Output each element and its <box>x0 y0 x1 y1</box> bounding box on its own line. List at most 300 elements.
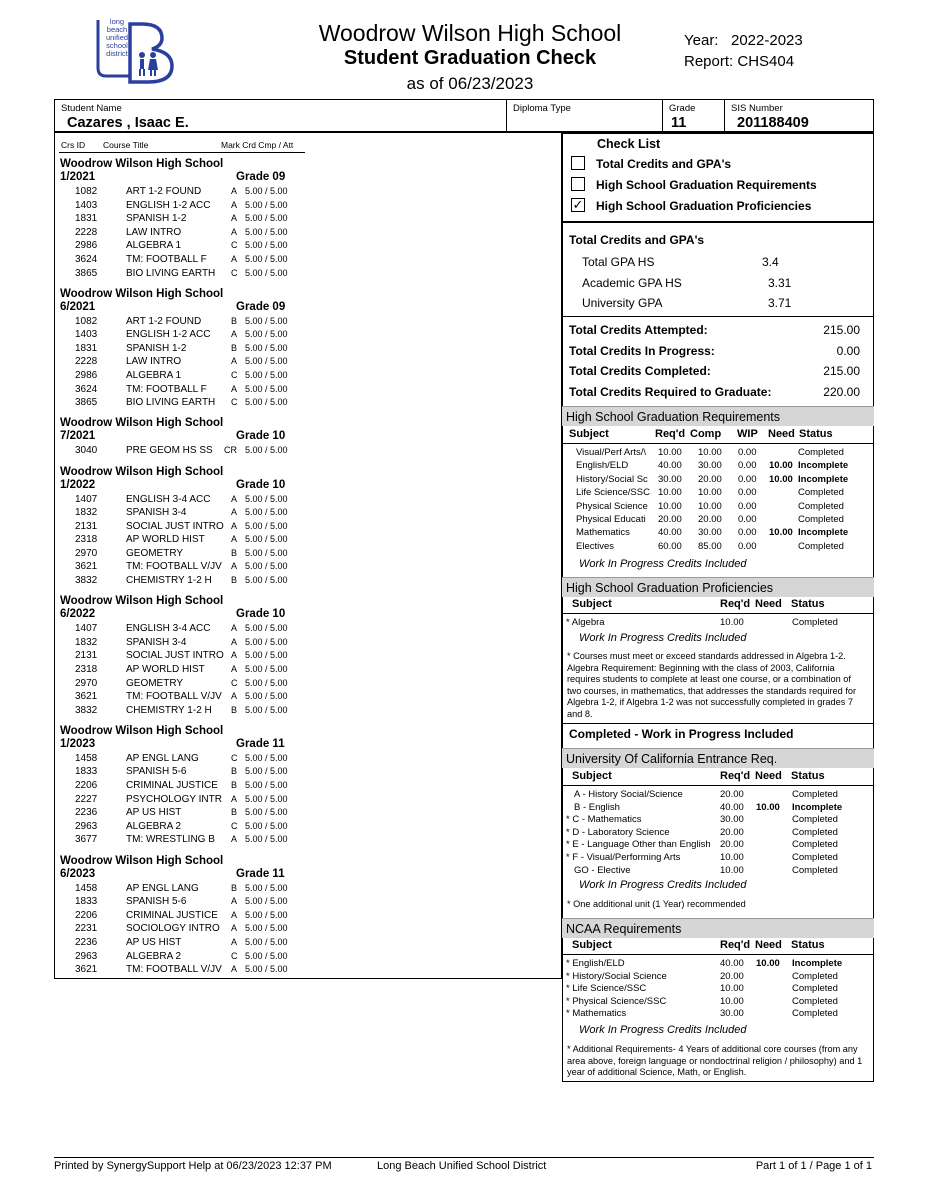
course-title: TM: FOOTBALL V/JV <box>126 964 222 976</box>
wip-note: Work In Progress Credits Included <box>579 879 747 891</box>
cell-wip: 0.00 <box>738 500 757 512</box>
course-title: LAW INTRO <box>126 356 182 368</box>
cell-wip: 0.00 <box>738 473 757 485</box>
course-id: 2206 <box>75 780 98 792</box>
course-credits: 5.00 / 5.00 <box>245 834 288 845</box>
divider <box>562 613 874 614</box>
course-row <box>60 690 540 704</box>
student-name: Cazares , Isaac E. <box>67 115 189 131</box>
course-credits: 5.00 / 5.00 <box>245 561 288 572</box>
cell-status: Incomplete <box>798 460 849 472</box>
district-logo <box>90 14 180 86</box>
course-id: 1458 <box>75 752 98 764</box>
course-title: CRIMINAL JUSTICE <box>126 780 218 792</box>
cell-status: Incomplete <box>798 473 849 485</box>
footer-district: Long Beach Unified School District <box>377 1160 547 1172</box>
course-row <box>60 793 540 807</box>
course-row <box>60 226 540 240</box>
requirement-row <box>562 447 874 460</box>
th-subject: Subject <box>572 939 612 951</box>
th-subject: Subject <box>572 598 612 610</box>
sis-cell <box>725 100 873 132</box>
credits-label: Total Credits Completed: <box>569 364 711 378</box>
course-credits: 5.00 / 5.00 <box>245 923 288 934</box>
course-mark: B <box>231 807 238 818</box>
course-id: 1832 <box>75 636 98 648</box>
divider <box>562 723 874 724</box>
course-row <box>60 369 540 383</box>
course-credits: 5.00 / 5.00 <box>245 677 288 688</box>
algebra-note: * Courses must meet or exceed standards addressed in Algebra 1-2. Algebra Requirement: Beginning with the class of 2003, California requires students to complete at least one course, or a combination of two courses, in mathematics, that addresses the standards required for Algebra 1-2, if Algebra 1-2 was not successfully completed in grades 7 and 8. <box>567 651 857 719</box>
th-subject: Subject <box>569 428 609 440</box>
cell-comp: 30.00 <box>698 527 722 539</box>
grade-label: Grade <box>669 103 696 114</box>
cell-subject: English/ELD <box>576 460 629 472</box>
course-row <box>60 574 540 588</box>
col-mark-credits: Mark Crd Cmp / Att <box>221 140 294 150</box>
term-grade: Grade 11 <box>236 867 285 880</box>
cell-need: 10.00 <box>756 801 780 813</box>
course-id: 2131 <box>75 650 98 662</box>
course-credits: 5.00 / 5.00 <box>245 534 288 545</box>
credits-value: 0.00 <box>836 344 860 358</box>
checkbox-icon[interactable] <box>571 177 585 191</box>
course-title: TM: FOOTBALL F <box>126 253 207 265</box>
course-mark: A <box>231 213 238 224</box>
course-mark: B <box>231 704 238 715</box>
course-title: ALGEBRA 2 <box>126 820 182 832</box>
checklist-label: High School Graduation Proficiencies <box>596 199 812 213</box>
course-id: 1458 <box>75 882 98 894</box>
course-credits: 5.00 / 5.00 <box>245 370 288 381</box>
course-mark: A <box>231 520 238 531</box>
course-credits: 5.00 / 5.00 <box>245 766 288 777</box>
term-row <box>60 608 540 622</box>
uc-row <box>562 852 874 865</box>
course-row <box>60 909 540 923</box>
uc-header: University Of California Entrance Req. <box>562 748 874 768</box>
term-row <box>60 479 540 493</box>
course-id: 2986 <box>75 240 98 252</box>
course-title: GEOMETRY <box>126 547 184 559</box>
course-credits: 5.00 / 5.00 <box>245 186 288 196</box>
requirement-row <box>562 527 874 540</box>
course-id: 2131 <box>75 520 98 532</box>
course-id: 2228 <box>75 226 98 238</box>
cell-reqd: 40.00 <box>720 801 744 813</box>
col-course-title: Course Title <box>103 140 149 150</box>
course-id: 1082 <box>75 315 98 327</box>
course-id: 1833 <box>75 896 98 908</box>
course-title: TM: FOOTBALL F <box>126 383 207 395</box>
proficiencies-header: High School Graduation Proficiencies <box>562 577 874 597</box>
divider <box>562 954 874 955</box>
cell-comp: 30.00 <box>698 460 722 472</box>
th-status: Status <box>799 428 833 440</box>
course-id: 3621 <box>75 964 98 976</box>
cell-wip: 0.00 <box>738 540 757 552</box>
term-school: Woodrow Wilson High School <box>60 465 224 478</box>
cell-subject: * D - Laboratory Science <box>566 826 670 838</box>
course-title: SPANISH 1-2 <box>126 342 187 354</box>
course-row <box>60 185 540 199</box>
course-id: 2318 <box>75 534 98 546</box>
cell-reqd: 20.00 <box>658 514 682 525</box>
credits-value: 220.00 <box>823 385 860 399</box>
course-row <box>60 636 540 650</box>
checklist-label: Total Credits and GPA's <box>596 157 732 171</box>
cell-status: Completed <box>792 852 838 863</box>
course-title: ALGEBRA 2 <box>126 950 182 962</box>
course-credits: 5.00 / 5.00 <box>245 650 288 661</box>
course-row <box>60 833 540 847</box>
course-history <box>54 133 562 979</box>
term-block <box>60 416 540 458</box>
th-status: Status <box>791 598 825 610</box>
proficiency-status: Completed - Work in Progress Included <box>569 727 794 741</box>
course-id: 2986 <box>75 370 98 382</box>
requirement-row <box>562 501 874 514</box>
course-row <box>60 239 540 253</box>
credits-value: 215.00 <box>823 323 860 337</box>
footer-rule <box>54 1157 874 1158</box>
course-id: 1833 <box>75 766 98 778</box>
th-comp: Comp <box>690 428 722 440</box>
course-mark: C <box>231 370 238 381</box>
term-grade: Grade 09 <box>236 300 286 313</box>
course-row <box>60 922 540 936</box>
course-mark: C <box>231 397 238 408</box>
th-reqd: Req'd <box>720 598 751 610</box>
wip-note: Work In Progress Credits Included <box>579 1024 747 1036</box>
cell-subject: * History/Social Science <box>566 970 667 982</box>
cell-status: Completed <box>798 487 844 499</box>
course-title: LAW INTRO <box>126 226 182 238</box>
divider <box>562 785 874 786</box>
cell-status: Completed <box>792 789 838 800</box>
term-label: 6/2022 <box>60 608 96 621</box>
logo-word: school <box>106 41 128 50</box>
cell-wip: 0.00 <box>738 487 757 499</box>
as-of-date: as of 06/23/2023 <box>406 74 534 93</box>
course-id: 1407 <box>75 623 98 635</box>
course-credits: 5.00 / 5.00 <box>245 315 288 326</box>
course-id: 2236 <box>75 807 98 819</box>
term-grade: Grade 10 <box>236 478 286 491</box>
cell-status: Incomplete <box>792 801 843 813</box>
course-credits: 5.00 / 5.00 <box>245 240 288 251</box>
cell-reqd: 20.00 <box>720 970 744 982</box>
th-reqd: Req'd <box>720 770 751 782</box>
cell-reqd: 10.00 <box>658 487 682 499</box>
course-title: SOCIOLOGY INTRO <box>126 923 220 935</box>
cell-status: Completed <box>792 1008 838 1020</box>
course-mark: A <box>231 636 238 647</box>
term-row <box>60 301 540 315</box>
course-title: AP US HIST <box>126 807 182 819</box>
logo-word: long <box>109 17 125 26</box>
cell-subject: Electives <box>576 540 615 552</box>
course-id: 2970 <box>75 677 98 689</box>
course-row <box>60 328 540 342</box>
course-credits: 5.00 / 5.00 <box>245 636 288 647</box>
course-credits: 5.00 / 5.00 <box>245 780 288 791</box>
credits-value: 215.00 <box>823 364 860 378</box>
course-mark: A <box>231 356 238 367</box>
requirement-row <box>562 460 874 473</box>
term-row <box>60 171 540 185</box>
course-mark: A <box>231 936 238 947</box>
cell-subject: * Mathematics <box>566 1008 627 1020</box>
course-mark: CR <box>224 445 237 456</box>
gpa-value: 3.4 <box>762 255 779 269</box>
term-school: Woodrow Wilson High School <box>60 158 224 170</box>
cell-subject: Physical Science <box>576 500 648 512</box>
course-id: 3865 <box>75 267 98 279</box>
course-title: ALGEBRA 1 <box>126 370 182 382</box>
ncaa-row <box>562 983 874 996</box>
cell-reqd: 40.00 <box>658 460 682 472</box>
cell-status: Completed <box>792 983 838 995</box>
th-status: Status <box>791 770 825 782</box>
course-id: 3621 <box>75 691 98 703</box>
cell-reqd: 20.00 <box>720 789 744 800</box>
course-mark: C <box>231 267 238 278</box>
school-name: Woodrow Wilson High School <box>318 20 622 46</box>
course-row <box>60 963 540 977</box>
report-line <box>684 53 794 70</box>
course-mark: A <box>231 186 238 196</box>
cell-reqd: 30.00 <box>658 473 682 485</box>
course-mark: A <box>231 923 238 934</box>
course-mark: B <box>231 766 238 777</box>
course-title: AP WORLD HIST <box>126 534 205 546</box>
course-credits: 5.00 / 5.00 <box>245 520 288 531</box>
cell-reqd: 10.00 <box>720 617 744 628</box>
th-subject: Subject <box>572 770 612 782</box>
th-need: Need <box>755 770 782 782</box>
year-label: Year: <box>684 32 719 49</box>
course-row <box>60 677 540 691</box>
course-credits: 5.00 / 5.00 <box>245 623 288 634</box>
report-value: CHS404 <box>737 53 795 70</box>
uc-row <box>562 789 874 802</box>
course-title: ENGLISH 1-2 ACC <box>126 329 211 341</box>
ncaa-row <box>562 958 874 971</box>
uc-note: * One additional unit (1 Year) recommended <box>567 899 746 909</box>
course-credits: 5.00 / 5.00 <box>245 663 288 674</box>
diploma-cell <box>507 100 663 132</box>
grade-value: 11 <box>671 115 687 131</box>
course-title: AP ENGL LANG <box>126 752 199 764</box>
course-credits: 5.00 / 5.00 <box>245 896 288 907</box>
ncaa-row <box>562 971 874 984</box>
course-title: ART 1-2 FOUND <box>126 315 202 327</box>
course-id: 1082 <box>75 186 98 197</box>
cell-wip: 0.00 <box>738 460 757 472</box>
course-row <box>60 383 540 397</box>
course-credits: 5.00 / 5.00 <box>245 199 288 210</box>
course-mark: A <box>231 507 238 518</box>
course-title: SPANISH 3-4 <box>126 507 187 519</box>
term-label: 6/2021 <box>60 300 96 313</box>
course-credits: 5.00 / 5.00 <box>245 329 288 340</box>
cell-status: Completed <box>792 826 838 838</box>
course-row <box>60 820 540 834</box>
term-school: Woodrow Wilson High School <box>60 724 224 737</box>
course-mark: A <box>231 964 238 975</box>
cell-need: 10.00 <box>769 460 793 472</box>
course-mark: A <box>231 493 238 504</box>
course-row <box>60 520 540 534</box>
year-line <box>684 32 803 49</box>
course-title: TM: FOOTBALL V/JV <box>126 691 222 703</box>
course-mark: A <box>231 383 238 394</box>
th-need: Need <box>755 598 782 610</box>
course-mark: A <box>231 226 238 237</box>
cell-subject: Life Science/SSC <box>576 487 650 499</box>
requirement-row <box>562 541 874 554</box>
term-label: 1/2023 <box>60 737 96 750</box>
course-mark: B <box>231 575 238 586</box>
course-title: CHEMISTRY 1-2 H <box>126 575 212 587</box>
course-row <box>60 493 540 507</box>
course-title: PSYCHOLOGY INTR <box>126 793 222 805</box>
sis-number: 201188409 <box>737 115 809 131</box>
course-title: SOCIAL JUST INTRO <box>126 520 224 532</box>
course-id: 3677 <box>75 834 98 846</box>
course-mark: A <box>231 650 238 661</box>
course-id: 2963 <box>75 820 98 832</box>
cell-reqd: 40.00 <box>720 958 744 969</box>
credits-label: Total Credits Required to Graduate: <box>569 385 772 399</box>
cell-reqd: 10.00 <box>720 983 744 995</box>
logo-word: beach <box>106 25 128 34</box>
course-row <box>60 547 540 561</box>
course-credits: 5.00 / 5.00 <box>245 213 288 224</box>
course-credits: 5.00 / 5.00 <box>245 882 288 893</box>
cell-comp: 10.00 <box>698 447 722 458</box>
term-label: 6/2023 <box>60 867 96 880</box>
course-credits: 5.00 / 5.00 <box>245 752 288 763</box>
credits-label: Total Credits Attempted: <box>569 323 708 337</box>
term-block <box>60 594 540 717</box>
course-credits: 5.00 / 5.00 <box>245 704 288 715</box>
course-credits: 5.00 / 5.00 <box>245 253 288 264</box>
course-title: GEOMETRY <box>126 677 184 689</box>
cell-subject: History/Social Sc <box>576 473 648 485</box>
logo-text <box>102 18 132 58</box>
course-id: 3624 <box>75 253 98 265</box>
course-mark: A <box>231 909 238 920</box>
grade-cell <box>663 100 725 132</box>
course-id: 2963 <box>75 950 98 962</box>
course-id: 3040 <box>75 445 98 457</box>
checkmark-icon[interactable]: ✓ <box>572 197 584 212</box>
logo-word: unified <box>105 33 129 42</box>
course-id: 2318 <box>75 663 98 675</box>
term-grade: Grade 11 <box>236 737 285 750</box>
cell-status: Completed <box>798 500 844 512</box>
col-crs-id: Crs ID <box>61 140 86 150</box>
cell-need: 10.00 <box>769 527 793 539</box>
term-school: Woodrow Wilson High School <box>60 595 224 608</box>
checkbox-icon[interactable] <box>571 156 585 170</box>
cell-status: Incomplete <box>792 958 843 969</box>
course-title: SPANISH 3-4 <box>126 636 187 648</box>
gpa-value: 3.31 <box>768 276 792 290</box>
cell-comp: 85.00 <box>698 540 722 552</box>
course-title: AP US HIST <box>126 936 182 948</box>
course-title: SPANISH 5-6 <box>126 896 187 908</box>
course-row <box>60 267 540 281</box>
cell-status: Completed <box>798 514 844 525</box>
course-row <box>60 506 540 520</box>
th-wip: WIP <box>737 428 758 440</box>
proficiency-row <box>562 617 874 630</box>
cell-subject: * Physical Science/SSC <box>566 995 667 1007</box>
course-title: AP WORLD HIST <box>126 663 205 675</box>
wip-note: Work In Progress Credits Included <box>579 632 747 644</box>
cell-reqd: 10.00 <box>720 864 744 876</box>
cell-subject: Visual/Perf Arts/\ <box>576 447 647 458</box>
course-id: 1403 <box>75 199 98 211</box>
course-id: 2227 <box>75 793 98 805</box>
term-grade: Grade 10 <box>236 608 286 621</box>
term-row <box>60 430 540 444</box>
cell-wip: 0.00 <box>738 514 757 525</box>
course-id: 3832 <box>75 575 98 587</box>
course-title: SPANISH 1-2 <box>126 213 187 225</box>
footer-page: Part 1 of 1 / Page 1 of 1 <box>755 1160 872 1172</box>
course-id: 1831 <box>75 213 98 225</box>
cell-status: Incomplete <box>798 527 849 539</box>
cell-comp: 10.00 <box>698 500 722 512</box>
course-title: ENGLISH 1-2 ACC <box>126 199 211 211</box>
course-title: CHEMISTRY 1-2 H <box>126 704 212 716</box>
course-id: 2970 <box>75 547 98 559</box>
course-mark: C <box>231 950 238 961</box>
gpa-label: Total GPA HS <box>582 255 655 269</box>
course-title: ALGEBRA 1 <box>126 240 182 252</box>
cell-subject: * E - Language Other than English <box>566 839 711 851</box>
course-title: ENGLISH 3-4 ACC <box>126 493 211 505</box>
cell-subject: Mathematics <box>576 527 630 539</box>
course-id: 3621 <box>75 561 98 573</box>
course-row <box>60 752 540 766</box>
course-mark: C <box>231 752 238 763</box>
uc-row <box>562 839 874 852</box>
course-id: 3624 <box>75 383 98 395</box>
cell-subject: Physical Educati <box>576 514 646 525</box>
course-credits: 5.00 / 5.00 <box>245 383 288 394</box>
course-id: 1403 <box>75 329 98 341</box>
course-mark: A <box>231 329 238 340</box>
cell-reqd: 40.00 <box>658 527 682 539</box>
course-row <box>60 649 540 663</box>
course-row <box>60 622 540 636</box>
course-credits: 5.00 / 5.00 <box>245 793 288 804</box>
footer-printed: Printed by SynergySupport Help at 06/23/2023 12:37 PM <box>54 1160 332 1172</box>
course-row <box>60 765 540 779</box>
cell-comp: 20.00 <box>698 473 722 485</box>
diploma-label: Diploma Type <box>513 103 571 114</box>
requirement-row <box>562 474 874 487</box>
ncaa-row <box>562 1008 874 1021</box>
cell-comp: 10.00 <box>698 487 722 499</box>
requirement-row <box>562 487 874 500</box>
course-id: 2206 <box>75 909 98 921</box>
